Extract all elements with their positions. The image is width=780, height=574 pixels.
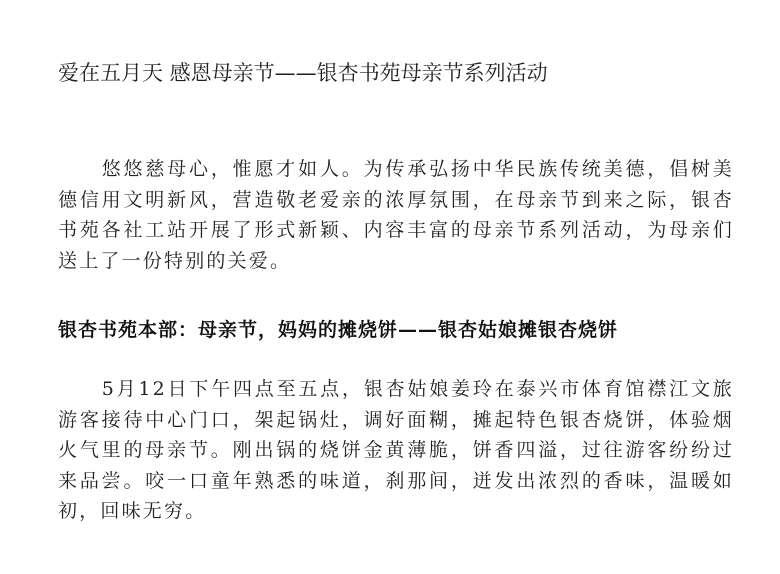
article-title: 爱在五月天 感恩母亲节——银杏书苑母亲节系列活动	[58, 61, 548, 85]
section-paragraph: 5月12日下午四点至五点，银杏姑娘姜玲在泰兴市体育馆襟江文旅游客接待中心门口，架起锅灶，调好面糊，摊起特色银杏烧饼，体验烟火气里的母亲节。刚出锅的烧饼金黄薄脆，饼香四溢，过往游客纷纷过来品尝。咬一口童年熟悉的味道，刹那间，迸发出浓烈的香味，温暖如初，回味无穷。	[58, 378, 734, 522]
intro-paragraph: 悠悠慈母心，惟愿才如人。为传承弘扬中华民族传统美德，倡树美德信用文明新风，营造敬老爱亲的浓厚氛围，在母亲节到来之际，银杏书苑各社工站开展了形式新颖、内容丰富的母亲节系列活动，为母亲们送上了一份特别的关爱。	[58, 158, 734, 272]
section-heading: 银杏书苑本部：母亲节，妈妈的摊烧饼——银杏姑娘摊银杏烧饼	[58, 319, 619, 341]
